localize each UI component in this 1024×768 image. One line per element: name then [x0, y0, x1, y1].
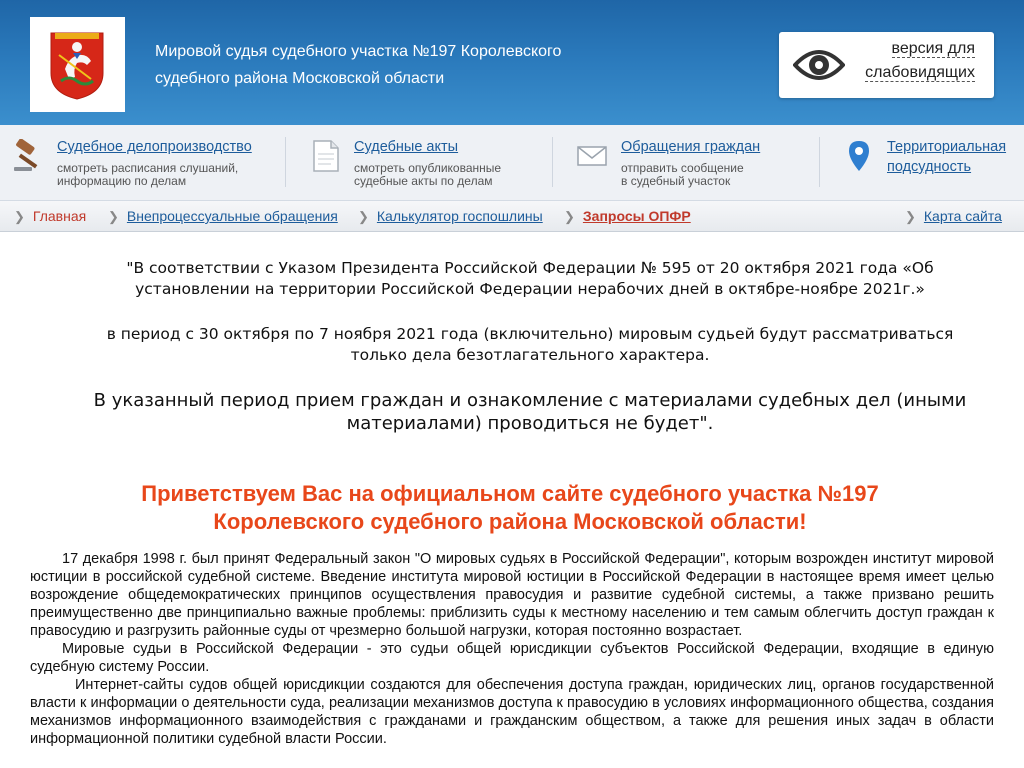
section-jurisdiction-title[interactable]	[887, 137, 1006, 177]
site-title-line1: Мировой судья судебного участка №197 Королевского	[155, 43, 562, 60]
nav-link-extra-appeals[interactable]: Внепроцессуальные обращения	[126, 208, 338, 224]
site-title	[155, 38, 625, 92]
notice-p2-line1: в период с 30 октября по 7 ноября 2021 года (включительно) мировым судьей будут рассматриваться	[106, 325, 954, 343]
welcome-heading	[80, 480, 940, 536]
section-divider	[819, 137, 820, 187]
article-paragraph-2: Мировые судьи в Российской Федерации - это судьи общей юрисдикции субъектов Российской Федерации, входящие в единую судебную систему России.	[30, 641, 994, 675]
accessibility-version-label[interactable]	[857, 37, 975, 85]
section-jurisdiction-title-line2: подсудность	[887, 159, 972, 175]
welcome-line2: Королевского судебного района Московской области!	[213, 509, 807, 534]
nav-link-home[interactable]: Главная	[32, 208, 87, 224]
notice-paragraph-1	[90, 258, 970, 300]
section-divider	[552, 137, 553, 187]
chevron-right-icon: ❯	[14, 209, 25, 224]
notice-p3-line2: материалами) проводиться не будет".	[346, 413, 714, 434]
section-citizen-appeals-title[interactable]: Обращения граждан	[621, 139, 761, 155]
section-court-acts-title[interactable]: Судебные акты	[354, 139, 459, 155]
nav-link-fee-calculator[interactable]: Калькулятор госпошлины	[376, 208, 543, 224]
nav-item-extra-appeals[interactable]	[108, 208, 338, 225]
section-court-acts-desc: смотреть опубликованные судебные акты по делам	[354, 161, 502, 188]
notice-p1-line2: установлении на территории Российской Федерации нерабочих дней в октябре-ноябре 2021г.»	[135, 280, 925, 298]
nav-item-home[interactable]	[14, 208, 86, 225]
nav-item-fee-calculator[interactable]	[358, 208, 543, 225]
chevron-right-icon: ❯	[108, 209, 119, 224]
notice-p1-line1: "В соответствии с Указом Президента Российской Федерации № 595 от 20 октября 2021 года «Об	[126, 259, 934, 277]
site-title-line2: судебного района Московской области	[155, 70, 445, 87]
notice-p2-line2: только дела безотлагательного характера.	[350, 346, 710, 364]
accessibility-version-button[interactable]	[779, 32, 994, 98]
section-divider	[285, 137, 286, 187]
nav-item-sitemap[interactable]	[905, 208, 1002, 225]
section-jurisdiction-title-line1: Территориальная	[887, 139, 1007, 155]
notice-paragraph-2	[90, 324, 970, 366]
article-paragraph-3: Интернет-сайты судов общей юрисдикции создаются для обеспечения доступа граждан, юридических лиц, органов государственной власти к информации о деятельности суда, реализации механизмов доступа к правосудию в условиях информационного общества, создания механизмов информационного взаимодействия с гражданами и гражданским обществом, а также для решения иных задач в области информационной политики судебной власти России.	[30, 677, 994, 747]
article-paragraph-1: 17 декабря 1998 г. был принят Федеральный закон "О мировых судьях в Российской Федерации", которым возрожден институт мировой юстиции в российской судебной системе. Введение института мировой юстиции в Российской Федерации в настоящее время имеет целью возрождение общедемократических принципов осуществления правосудия и развитие судебной системы, а также призвано решить преимущественно две принципиально важные проблемы: приблизить суды к местному населению и тем самым облегчить доступ граждан к правосудию и разгрузить районные суды от чрезмерно большой нагрузки, которая постоянно возрастает.	[30, 551, 994, 639]
moscow-oblast-coat-of-arms-icon	[47, 29, 107, 101]
gavel-icon	[12, 139, 46, 173]
accessibility-label-line2: слабовидящих	[865, 64, 975, 81]
main-sections-bar	[0, 125, 1024, 201]
chevron-right-icon: ❯	[358, 209, 369, 224]
map-pin-icon	[844, 139, 878, 173]
nav-item-opfr-requests[interactable]	[564, 208, 691, 225]
breadcrumb-nav	[0, 201, 1024, 232]
nav-link-sitemap[interactable]: Карта сайта	[923, 208, 1002, 224]
intro-article	[30, 550, 994, 748]
section-court-proceedings-title[interactable]: Судебное делопроизводство	[57, 139, 252, 155]
accessibility-label-line1: версия для	[891, 40, 975, 57]
section-citizen-appeals-desc: отправить сообщение в судебный участок	[621, 161, 744, 188]
site-logo[interactable]	[30, 17, 125, 112]
site-header	[0, 0, 1024, 125]
chevron-right-icon: ❯	[564, 209, 575, 224]
eye-icon	[793, 45, 845, 85]
notice-paragraph-3	[90, 389, 970, 435]
chevron-right-icon: ❯	[905, 209, 916, 224]
welcome-line1: Приветствуем Вас на официальном сайте судебного участка №197	[141, 481, 879, 506]
notice-p3-line1: В указанный период прием граждан и ознакомление с материалами судебных дел (иными	[93, 390, 967, 411]
nav-link-opfr-requests[interactable]: Запросы ОПФР	[582, 208, 691, 224]
document-icon	[309, 139, 343, 173]
envelope-icon	[576, 139, 610, 173]
section-court-proceedings-desc: смотреть расписания слушаний, информацию по делам	[57, 161, 239, 188]
